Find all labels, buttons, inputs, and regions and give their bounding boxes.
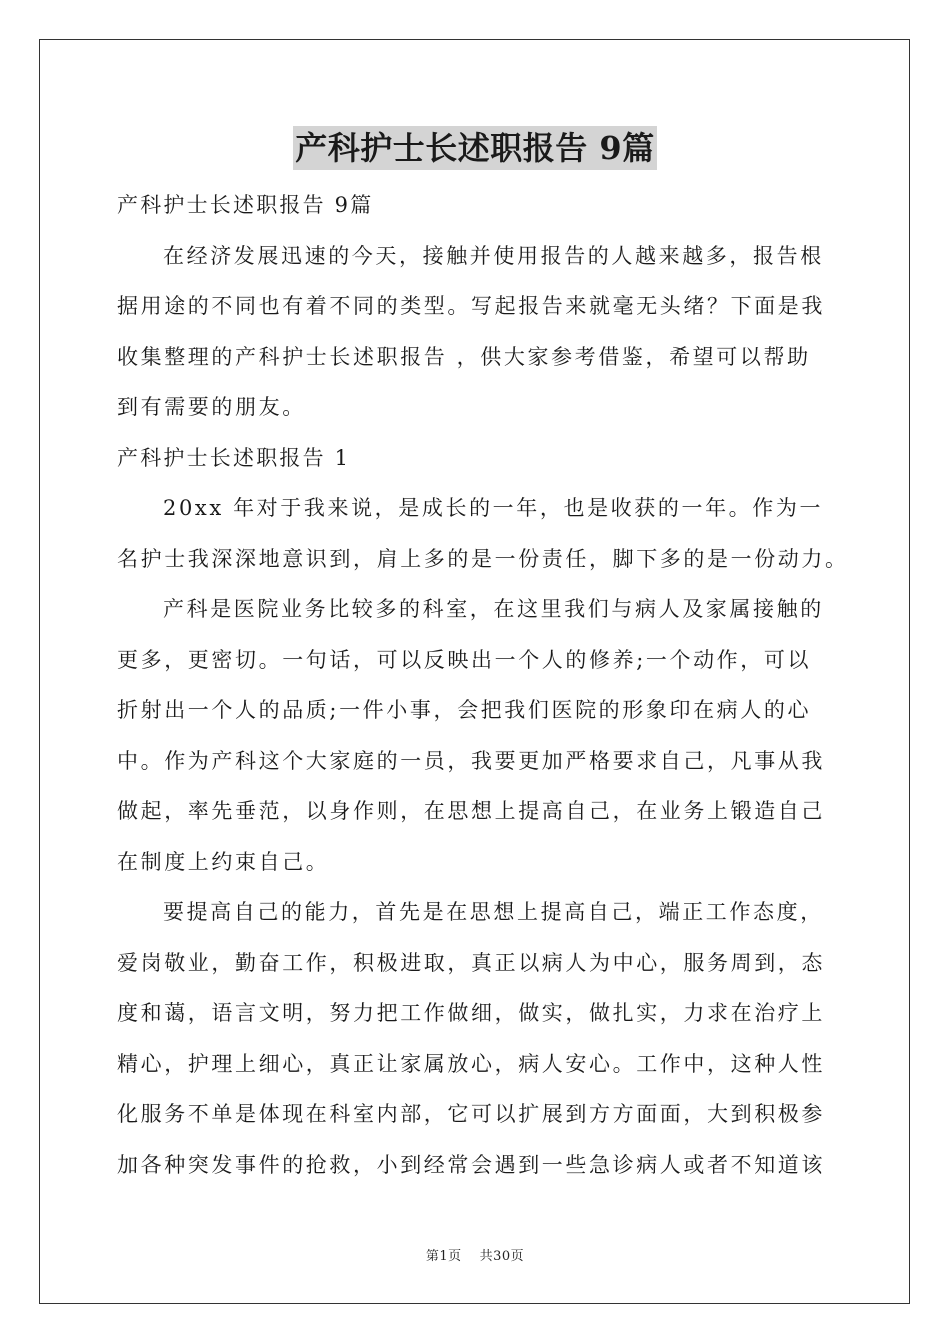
text-line: 加各种突发事件的抢救，小到经常会遇到一些急诊病人或者不知道该 — [117, 1152, 825, 1177]
text-line: 中。作为产科这个大家庭的一员，我要更加严格要求自己，凡事从我 — [117, 748, 825, 773]
text-line: 度和蔼，语言文明，努力把工作做细，做实，做扎实，力求在治疗上 — [117, 1001, 825, 1025]
text-line: 20xx 年对于我来说，是成长的一年，也是收获的一年。作为一 — [163, 496, 824, 520]
title-container — [0, 126, 950, 170]
text-line: 据用途的不同也有着不同的类型。写起报告来就毫无头绪？下面是我 — [117, 294, 825, 318]
document-body — [117, 180, 849, 1190]
text-line: 要提高自己的能力，首先是在思想上提高自己，端正工作态度， — [163, 900, 824, 924]
text-line: 爱岗敬业，勤奋工作，积极进取，真正以病人为中心，服务周到，态 — [117, 950, 825, 975]
text-line: 精心，护理上细心，真正让家属放心，病人安心。工作中，这种人性 — [117, 1051, 825, 1076]
page-total: 共30页 — [479, 1249, 525, 1264]
text-line: 做起，率先垂范，以身作则，在思想上提高自己，在业务上锻造自己 — [117, 799, 825, 823]
text-line: 折射出一个人的品质;一件小事，会把我们医院的形象印在病人的心 — [117, 698, 812, 722]
text-line: 名护士我深深地意识到，肩上多的是一份责任，脚下多的是一份动力。 — [117, 546, 849, 571]
page-number: 第1页 — [425, 1249, 462, 1264]
text-line: 收集整理的产科护士长述职报告 ，供大家参考借鉴，希望可以帮助 — [117, 344, 811, 369]
text-line: 到有需要的朋友。 — [117, 395, 306, 419]
text-line: 产科是医院业务比较多的科室，在这里我们与病人及家属接触的 — [163, 597, 824, 621]
text-line: 产科护士长述职报告 9篇 — [117, 193, 374, 217]
text-line: 产科护士长述职报告 1 — [117, 445, 351, 470]
document-title: 产科护士长述职报告 9篇 — [293, 126, 656, 170]
text-line: 化服务不单是体现在科室内部，它可以扩展到方方面面，大到积极参 — [117, 1102, 825, 1126]
page-footer — [0, 1245, 950, 1264]
text-line: 在制度上约束自己。 — [117, 849, 330, 874]
text-line: 在经济发展迅速的今天，接触并使用报告的人越来越多，报告根 — [163, 243, 824, 268]
text-line: 更多，更密切。一句话，可以反映出一个人的修养;一个动作，可以 — [117, 647, 812, 672]
